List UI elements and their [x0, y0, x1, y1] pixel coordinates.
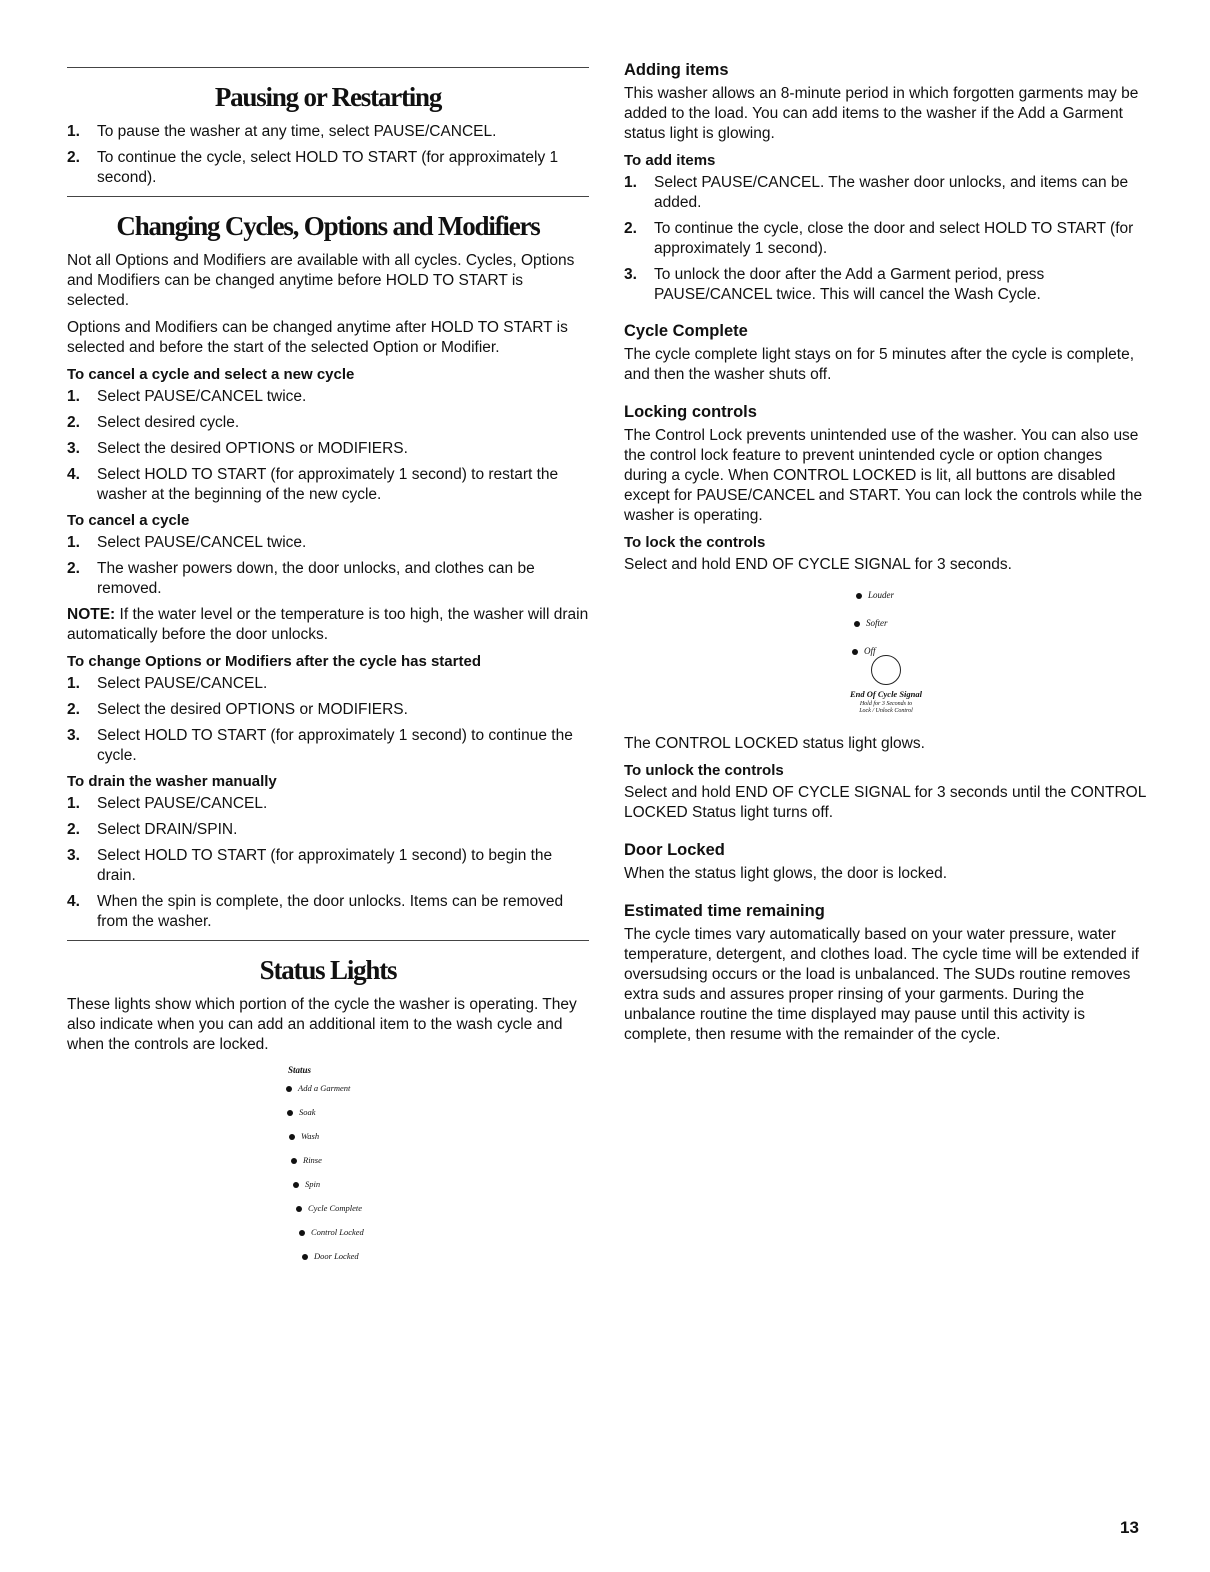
- signal-level-label: Off: [864, 646, 876, 656]
- cancel-steps: [67, 533, 589, 599]
- button-sublabel-line-2: Lock / Unlock Control: [859, 708, 913, 714]
- step-number: 1.: [67, 675, 80, 692]
- spacer: [624, 392, 1146, 402]
- unlock-label: To unlock the controls: [624, 762, 784, 779]
- step-number: 1.: [67, 123, 80, 140]
- signal-light-icon: [856, 593, 862, 599]
- cycle-complete-title: Cycle Complete: [624, 322, 748, 340]
- status-label: Add a Garment: [298, 1083, 351, 1093]
- status-row-control-locked: [299, 1227, 364, 1237]
- add-items-label: To add items: [624, 152, 716, 169]
- status-label: Control Locked: [311, 1227, 364, 1237]
- signal-level-louder: [856, 590, 894, 600]
- step-number: 2.: [67, 414, 80, 431]
- list-item: [624, 219, 1146, 259]
- list-item: [67, 387, 589, 407]
- step-number: 4.: [67, 466, 80, 483]
- list-item: [67, 533, 589, 553]
- end-of-cycle-button-icon: [871, 655, 901, 685]
- status-row-wash: [289, 1131, 319, 1141]
- door-locked-text: When the status light glows, the door is locked.: [624, 865, 948, 882]
- status-label: Soak: [299, 1107, 316, 1117]
- status-figure-title: Status: [288, 1065, 312, 1075]
- add-items-steps: [624, 173, 1146, 305]
- adding-title: Adding items: [624, 61, 729, 79]
- locking-text: The Control Lock prevents unintended use of the washer. You can also use the control lock feature to prevent unintended cycle or option changes during a cycle. When CONTROL LOCKED is lit, all buttons are disabled except for PAUSE/CANCEL and START. You can lock the controls while the washer is operating.: [624, 427, 1143, 524]
- drain-note: [67, 605, 589, 645]
- right-column: [624, 60, 1146, 1052]
- list-item: [67, 846, 589, 886]
- list-item: [67, 674, 589, 694]
- list-item: [67, 148, 589, 188]
- step-number: 1.: [67, 388, 80, 405]
- status-row-rinse: [291, 1155, 322, 1165]
- step-text: Select PAUSE/CANCEL twice.: [97, 534, 307, 551]
- drain-steps: [67, 794, 589, 932]
- step-number: 2.: [67, 821, 80, 838]
- cycle-complete-text: The cycle complete light stays on for 5 minutes after the cycle is complete, and then the washer shuts off.: [624, 346, 1135, 383]
- step-text: Select PAUSE/CANCEL. The washer door unlocks, and items can be added.: [654, 174, 1129, 211]
- status-lights-intro: These lights show which portion of the cycle the washer is operating. They also indicate when you can add an additional item to the wash cycle and when the controls are locked.: [67, 996, 577, 1053]
- step-number: 2.: [67, 149, 80, 166]
- change-options-label: To change Options or Modifiers after the cycle has started: [67, 653, 481, 670]
- status-label: Wash: [301, 1131, 320, 1141]
- status-light-icon: [287, 1110, 293, 1116]
- step-text: When the spin is complete, the door unlocks. Items can be removed from the washer.: [97, 893, 564, 930]
- step-number: 3.: [624, 266, 637, 283]
- button-sublabel-line-1: Hold for 3 Seconds to: [859, 701, 913, 707]
- step-number: 3.: [67, 727, 80, 744]
- step-text: Select the desired OPTIONS or MODIFIERS.: [97, 440, 408, 457]
- door-locked-title: Door Locked: [624, 841, 725, 859]
- signal-light-icon: [852, 649, 858, 655]
- step-text: Select desired cycle.: [97, 414, 240, 431]
- step-text: Select HOLD TO START (for approximately 1 second) to begin the drain.: [97, 847, 553, 884]
- step-number: 2.: [67, 560, 80, 577]
- list-item: [67, 439, 589, 459]
- step-number: 2.: [624, 220, 637, 237]
- step-text: Select PAUSE/CANCEL twice.: [97, 388, 307, 405]
- pausing-title: Pausing or Restarting: [214, 82, 442, 112]
- cancel-new-steps: [67, 387, 589, 505]
- time-remaining-title: Estimated time remaining: [624, 902, 825, 920]
- section-divider: [67, 196, 589, 197]
- time-remaining-text: The cycle times vary automatically based on your water pressure, water temperature, detergent, and clothes load. The cycle time will be extended if oversudsing occurs or the load is unbalanced. The SUDs routine removes extra suds and assures proper rinsing of your garments. During the unbalance routine the time displayed may pause until this activity is complete, then resume with the remainder of the cycle.: [624, 926, 1139, 1043]
- spacer: [624, 891, 1146, 901]
- step-number: 3.: [67, 440, 80, 457]
- status-light-icon: [302, 1254, 308, 1260]
- changing-intro-1: Not all Options and Modifiers are available with all cycles. Cycles, Options and Modifiers can be changed anytime before HOLD TO START is selected.: [67, 252, 575, 309]
- status-label: Spin: [305, 1179, 321, 1189]
- signal-level-label: Louder: [868, 590, 895, 600]
- step-text: To continue the cycle, select HOLD TO START (for approximately 1 second).: [97, 149, 559, 186]
- lock-label: To lock the controls: [624, 534, 766, 551]
- list-item: [624, 173, 1146, 213]
- step-text: To continue the cycle, close the door and select HOLD TO START (for approximately 1 second).: [654, 220, 1134, 257]
- step-text: Select DRAIN/SPIN.: [97, 821, 238, 838]
- button-sublabel: [839, 701, 933, 715]
- list-item: [67, 794, 589, 814]
- lock-text: Select and hold END OF CYCLE SIGNAL for 3 seconds.: [624, 556, 1012, 573]
- status-lights-title: Status Lights: [259, 955, 397, 985]
- step-text: Select the desired OPTIONS or MODIFIERS.: [97, 701, 408, 718]
- left-column: [67, 60, 589, 1275]
- step-text: Select HOLD TO START (for approximately 1 second) to restart the washer at the beginning of the new cycle.: [97, 466, 559, 503]
- status-row-soak: [287, 1107, 316, 1117]
- status-light-icon: [293, 1182, 299, 1188]
- list-item: [624, 265, 1146, 305]
- drain-label: To drain the washer manually: [67, 773, 277, 790]
- list-item: [67, 413, 589, 433]
- note-label: NOTE:: [67, 606, 116, 623]
- signal-level-off: [852, 646, 876, 656]
- locking-title: Locking controls: [624, 403, 757, 421]
- step-number: 1.: [67, 534, 80, 551]
- step-text: Select HOLD TO START (for approximately 1 second) to continue the cycle.: [97, 727, 573, 764]
- cancel-label: To cancel a cycle: [67, 512, 190, 529]
- signal-level-softer: [854, 618, 888, 628]
- status-row-door-locked: [302, 1251, 359, 1261]
- changing-intro-2: Options and Modifiers can be changed anytime after HOLD TO START is selected and before the start of the selected Option or Modifier.: [67, 319, 568, 356]
- list-item: [67, 820, 589, 840]
- status-label: Door Locked: [314, 1251, 359, 1261]
- list-item: [67, 700, 589, 720]
- status-row-spin: [293, 1179, 320, 1189]
- step-number: 2.: [67, 701, 80, 718]
- status-row-add-garment: [286, 1083, 350, 1093]
- note-text: If the water level or the temperature is too high, the washer will drain automatically before the door unlocks.: [67, 606, 589, 643]
- step-text: To pause the washer at any time, select PAUSE/CANCEL.: [97, 123, 497, 140]
- pausing-steps: [67, 122, 589, 188]
- step-text: Select PAUSE/CANCEL.: [97, 795, 268, 812]
- signal-light-icon: [854, 621, 860, 627]
- status-light-icon: [286, 1086, 292, 1092]
- section-divider: [67, 940, 589, 941]
- step-text: To unlock the door after the Add a Garment period, press PAUSE/CANCEL twice. This will cancel the Wash Cycle.: [654, 266, 1045, 303]
- change-options-steps: [67, 674, 589, 766]
- step-number: 1.: [67, 795, 80, 812]
- status-light-icon: [291, 1158, 297, 1164]
- status-light-icon: [289, 1134, 295, 1140]
- status-label: Rinse: [303, 1155, 322, 1165]
- status-row-cycle-complete: [296, 1203, 362, 1213]
- unlock-text: Select and hold END OF CYCLE SIGNAL for 3 seconds until the CONTROL LOCKED Status light turns off.: [624, 784, 1146, 821]
- step-text: Select PAUSE/CANCEL.: [97, 675, 268, 692]
- status-light-icon: [296, 1206, 302, 1212]
- status-lights-figure: [284, 1065, 424, 1275]
- page-number: 13: [1120, 1518, 1139, 1537]
- spacer: [624, 830, 1146, 840]
- status-label: Cycle Complete: [308, 1203, 363, 1213]
- list-item: [67, 726, 589, 766]
- step-text: The washer powers down, the door unlocks, and clothes can be removed.: [97, 560, 535, 597]
- section-divider: [67, 67, 589, 68]
- step-number: 3.: [67, 847, 80, 864]
- step-number: 4.: [67, 893, 80, 910]
- list-item: [67, 122, 589, 142]
- list-item: [67, 465, 589, 505]
- button-label: End Of Cycle Signal: [849, 689, 923, 699]
- spacer: [624, 311, 1146, 321]
- status-light-icon: [299, 1230, 305, 1236]
- step-number: 1.: [624, 174, 637, 191]
- end-of-cycle-signal-figure: [839, 582, 979, 722]
- list-item: [67, 892, 589, 932]
- adding-intro: This washer allows an 8-minute period in which forgotten garments may be added to the load. You can add items to the washer if the Add a Garment status light is glowing.: [624, 85, 1139, 142]
- list-item: [67, 559, 589, 599]
- signal-level-label: Softer: [866, 618, 888, 628]
- changing-title: Changing Cycles, Options and Modifiers: [116, 211, 540, 241]
- locked-glow-text: The CONTROL LOCKED status light glows.: [624, 735, 925, 752]
- cancel-new-label: To cancel a cycle and select a new cycle: [67, 366, 355, 383]
